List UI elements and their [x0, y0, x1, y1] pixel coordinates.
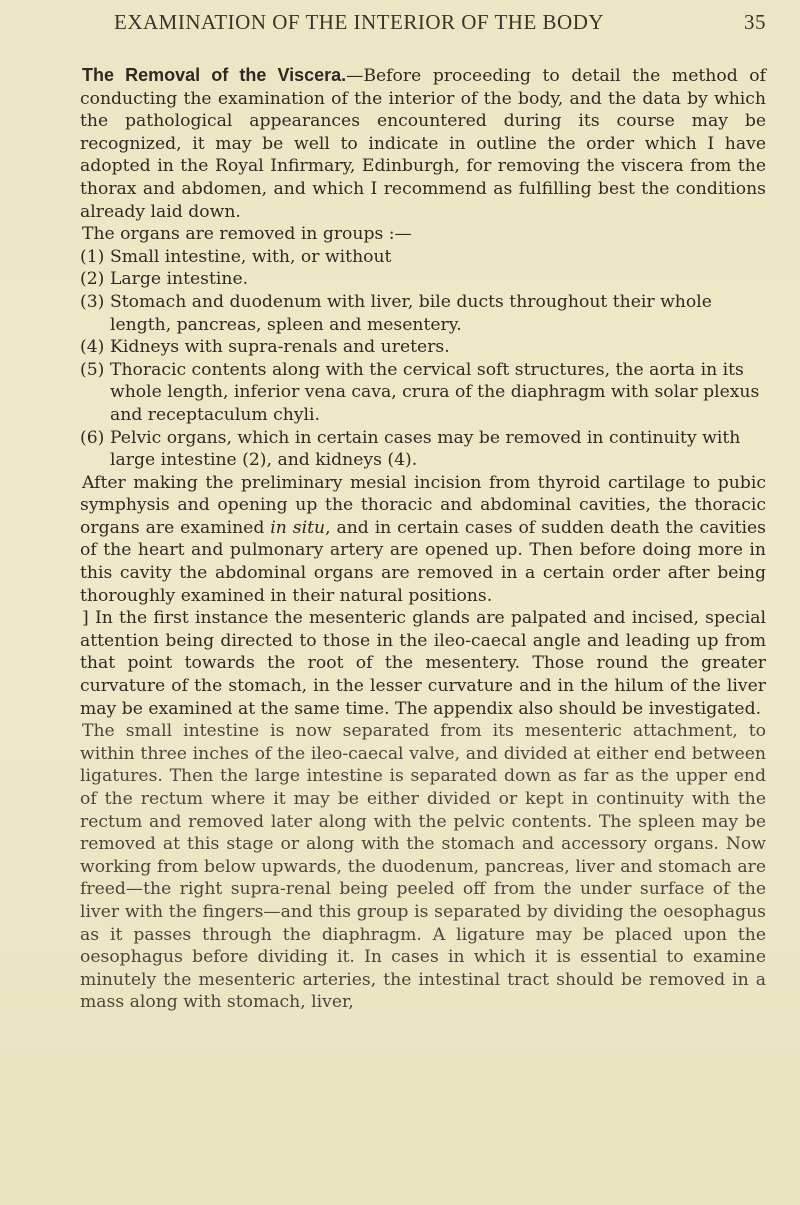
list-item-text: Pelvic organs, which in certain cases may be removed in continuity with large intestine (2), and kidneys (4).	[110, 427, 741, 471]
list-item	[80, 268, 766, 291]
list-item-text: Large intestine.	[110, 269, 249, 290]
running-head: EXAMINATION OF THE INTERIOR OF THE BODY	[114, 10, 605, 34]
paragraph-small-intestine: The small intestine is now separated from its mesenteric attachment, to within three inches of the ileo-caecal valve, and divided at either end between ligatures. Then the large intestine is separated down as far as the upper end of the rectum where it may be either divided or kept in continuity with the rectum and removed later along with the pelvic contents. The spleen may be removed at this stage or along with the stomach and accessory organs. Now working from below upwards, the duodenum, pancreas, liver and stomach are freed—the right supra-renal being peeled off from the under surface of the liver with the fingers—and this group is separated by dividing the oesophagus as it passes through the diaphragm. A ligature may be placed upon the oesophagus before dividing it. In cases in which it is essential to examine minutely the mesenteric arteries, the intestinal tract should be removed in a mass along with stomach, liver,	[80, 721, 766, 1013]
list-item-text: Kidneys with supra-renals and ureters.	[110, 337, 450, 358]
list-item-text: Stomach and duodenum with liver, bile ducts throughout their whole length, pancreas, spleen and mesentery.	[110, 291, 712, 335]
paragraph-incision-text-a: After making the preliminary mesial incision from thyroid cartilage to pubic symphysis and opening up the thoracic and abdominal cavities, the thoracic organs are examined	[80, 472, 766, 538]
list-item-number: (1)	[80, 246, 105, 267]
list-item	[80, 427, 766, 472]
page-number: 35	[744, 10, 766, 34]
intro-paragraph	[80, 64, 766, 223]
italic-in-situ: in situ	[270, 517, 326, 538]
list-item	[80, 246, 766, 269]
margin-mark: ]	[82, 608, 89, 629]
list-item-text: Thoracic contents along with the cervical soft structures, the aorta in its whole length, inferior vena cava, crura of the diaphragm with solar plexus and receptaculum chyli.	[110, 359, 760, 425]
paragraph-incision-text-b: , and in certain cases of sudden death the cavities of the heart and pulmonary artery are opened up. Then before doing more in this cavity the abdominal organs are removed in a certain order after being thoroughly examined in their natural positions.	[80, 517, 766, 606]
paragraph-mesenteric-text: In the first instance the mesenteric glands are palpated and incised, special attention being directed to those in the ileo-caecal angle and leading up from that point towards the root of the mesentery. Those round the greater curvature of the stomach, in the lesser curvature and in the hilum of the liver may be examined at the same time. The appendix also should be investigated.	[80, 608, 766, 719]
paragraph-incision	[80, 472, 766, 608]
groups-lead: The organs are removed in groups :—	[82, 224, 412, 245]
list-item	[80, 291, 766, 336]
list-item-number: (6)	[80, 427, 105, 448]
list-item	[80, 359, 766, 427]
paragraph-mesenteric	[80, 607, 766, 720]
body-text	[80, 64, 766, 1014]
page-header	[80, 10, 766, 44]
list-item	[80, 336, 766, 359]
list-item-number: (3)	[80, 291, 105, 312]
intro-text: —Before proceeding to detail the method of conducting the examination of the interior of the body, and the data by which the pathological appearances encountered during its course may be recognized, it may be well to indicate in outline the order which I have adopted in the Royal Infirmary, Edinburgh, for removing the viscera from the thorax and abdomen, and which I recommend as fulfilling best the conditions already laid down.	[80, 66, 766, 222]
list-item-text: Small intestine, with, or without	[110, 246, 392, 267]
list-item-number: (4)	[80, 337, 105, 358]
groups-list	[80, 246, 766, 472]
list-item-number: (2)	[80, 269, 105, 290]
list-item-number: (5)	[80, 359, 105, 380]
section-heading: The Removal of the Viscera.	[82, 65, 347, 85]
